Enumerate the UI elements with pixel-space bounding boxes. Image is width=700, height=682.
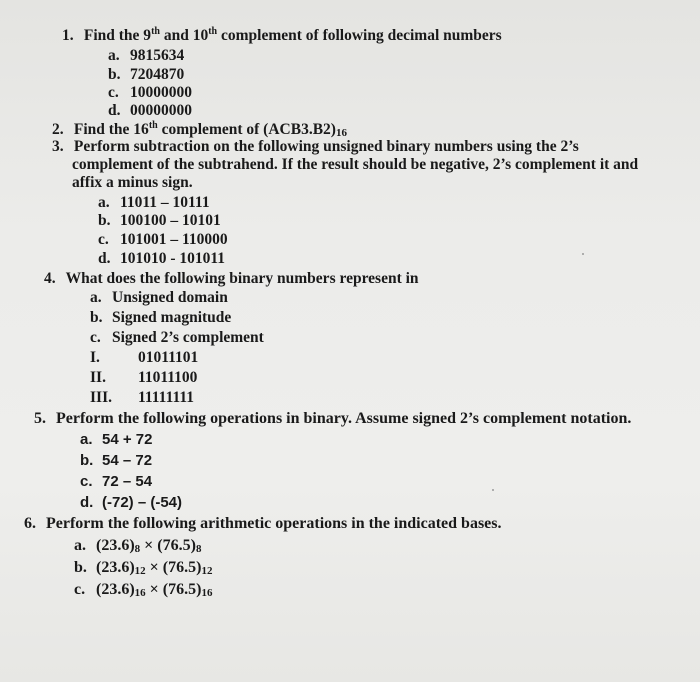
list-item: c. 72 – 54 bbox=[80, 473, 153, 490]
list-item: a. Unsigned domain bbox=[90, 289, 228, 306]
question-5 bbox=[34, 410, 631, 428]
roman-item: I. 01011101 bbox=[90, 349, 199, 366]
list-item: b. 100100 – 10101 bbox=[98, 212, 221, 229]
list-item: b. (23.6)12 × (76.5)12 bbox=[74, 559, 213, 577]
list-item: a. (23.6)8 × (76.5)8 bbox=[74, 537, 202, 555]
question-3 bbox=[52, 138, 579, 156]
question-1 bbox=[62, 26, 502, 45]
question-4 bbox=[44, 270, 419, 288]
list-item: a. 11011 – 10111 bbox=[98, 194, 210, 211]
list-item: b. 7204870 bbox=[108, 66, 185, 83]
list-item: d. 00000000 bbox=[108, 102, 192, 119]
question-number: 4. bbox=[44, 270, 56, 287]
list-item: c. 10000000 bbox=[108, 84, 192, 101]
question-number: 5. bbox=[34, 410, 46, 427]
question-text: Find the 16th complement of (ACB3.B2)16 bbox=[73, 120, 347, 140]
question-number: 1. bbox=[62, 27, 74, 45]
question-2 bbox=[52, 120, 347, 139]
paper-speck bbox=[492, 489, 494, 491]
list-item: b. Signed magnitude bbox=[90, 309, 232, 326]
question-number: 3. bbox=[52, 138, 64, 155]
question-6 bbox=[24, 515, 502, 533]
question-text: Perform the following arithmetic operations in the indicated bases. bbox=[46, 515, 502, 532]
question-number: 6. bbox=[24, 515, 36, 532]
list-item: d. 101010 - 101011 bbox=[98, 250, 226, 267]
question-text-line-2: complement of the subtrahend. If the result should be negative, 2’s complement it and bbox=[72, 156, 639, 173]
paper-speck bbox=[582, 253, 584, 255]
question-text: Find the 9th and 10th complement of following decimal numbers bbox=[83, 26, 502, 45]
question-number: 2. bbox=[52, 121, 64, 139]
roman-item: II. 11011100 bbox=[90, 369, 198, 386]
list-item: b. 54 – 72 bbox=[80, 452, 153, 469]
list-item: c. (23.6)16 × (76.5)16 bbox=[74, 581, 213, 599]
list-item: a. 9815634 bbox=[108, 47, 185, 64]
roman-item: III. 11111111 bbox=[90, 389, 195, 406]
list-item: c. Signed 2’s complement bbox=[90, 329, 264, 346]
list-item: c. 101001 – 110000 bbox=[98, 231, 228, 248]
question-text: What does the following binary numbers represent in bbox=[65, 270, 419, 287]
list-item: a. 54 + 72 bbox=[80, 431, 153, 448]
question-text: Perform the following operations in binary. Assume signed 2’s complement notation. bbox=[56, 410, 632, 427]
question-text-line-1: Perform subtraction on the following unsigned binary numbers using the 2’s bbox=[73, 138, 579, 155]
question-text-line-3: affix a minus sign. bbox=[72, 174, 193, 191]
list-item: d. (-72) – (-54) bbox=[80, 494, 183, 511]
